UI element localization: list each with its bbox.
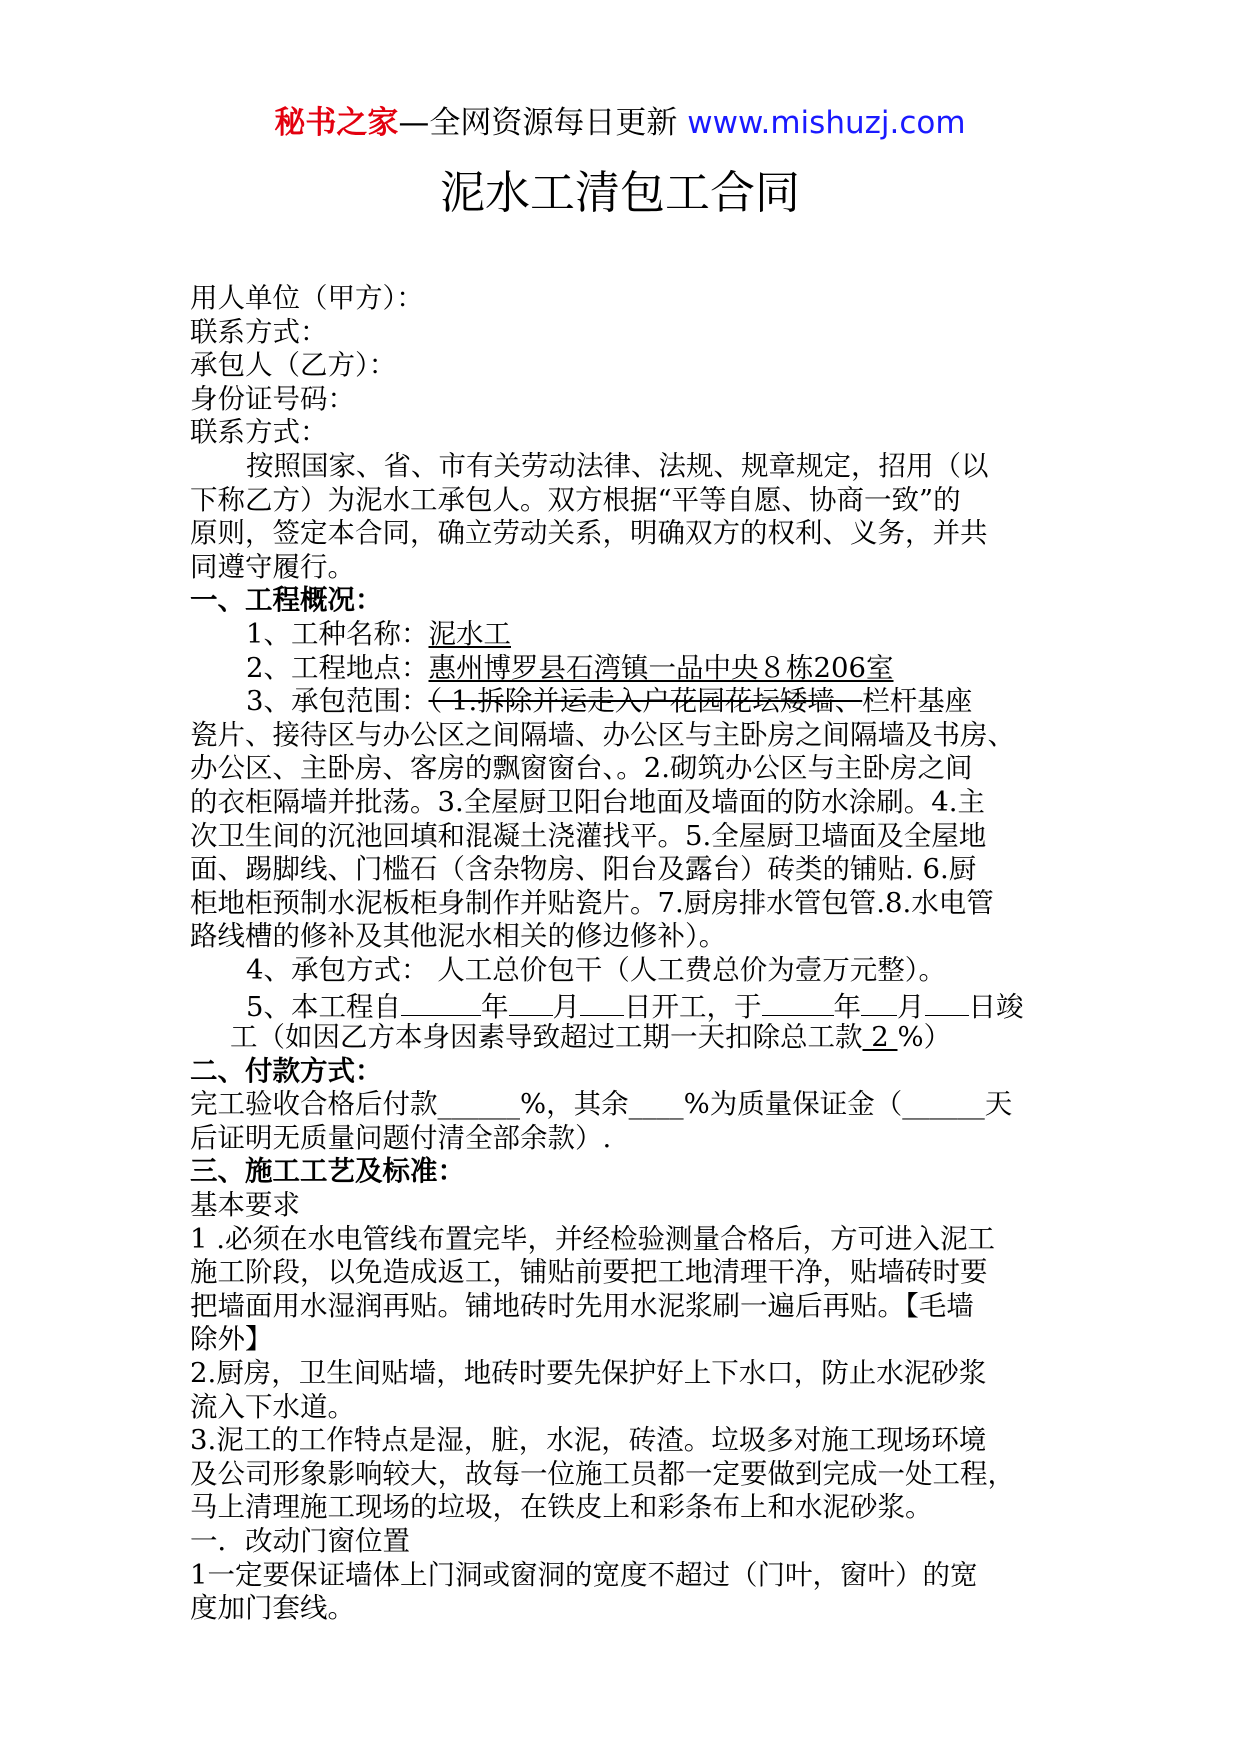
section-heading-payment: 二、付款方式：	[190, 1054, 383, 1087]
overview-item-method: 4、承包方式： 人工总价包干（人工费总价为壹万元整）。	[246, 953, 946, 986]
employer-field: 用人单位（甲方）：	[190, 282, 424, 314]
standards-line: 基本要求	[190, 1189, 300, 1222]
start-day-blank[interactable]	[580, 987, 624, 1016]
start-year-blank[interactable]	[401, 987, 481, 1016]
end-day-blank[interactable]	[925, 987, 969, 1016]
scope-line: 次卫生间的沉池回填和混凝土浇灌找平。5.全屋厨卫墙面及全屋地	[190, 819, 987, 852]
standards-line: 3.泥工的工作特点是湿，脏，水泥，砖渣。垃圾多对施工现场环境	[190, 1424, 987, 1457]
scope-text: 栏杆基座	[862, 685, 973, 718]
scope-line: 办公区、主卧房、客房的飘窗窗台、。2.砌筑办公区与主卧房之间	[190, 752, 973, 785]
location-value: 惠州博罗县石湾镇一品中央８栋206室	[428, 651, 894, 684]
trade-value: 泥水工	[428, 617, 511, 650]
year-label: 年	[481, 991, 509, 1024]
standards-line: 马上清理施工现场的垃圾，在铁皮上和彩条布上和水泥砂浆。	[190, 1491, 933, 1524]
month-label: 月	[897, 991, 925, 1024]
scope-line: 的衣柜隔墙并批荡。3.全屋厨卫阳台地面及墙面的防水涂刷。4.主	[190, 785, 985, 818]
overview-item-location	[190, 652, 1070, 686]
standards-line: 及公司形象影响较大，故每一位施工员都一定要做到完成一处工程，	[190, 1457, 1015, 1490]
schedule-text: 5、本工程自	[246, 991, 401, 1024]
contract-body	[190, 282, 1070, 1626]
intro-line: 同遵守履行。	[190, 550, 355, 583]
scope-line: 柜地柜预制水泥板柜身制作并贴瓷片。7.厨房排水管包管.8.水电管	[190, 886, 994, 919]
penalty-percent-value: 2	[862, 1021, 898, 1054]
penalty-percent-unit: %）	[897, 1021, 952, 1054]
standards-line: 把墙面用水湿润再贴。铺地砖时先用水泥浆刷一遍后再贴。【毛墙	[190, 1289, 974, 1322]
employer-contact-field: 联系方式：	[190, 315, 328, 348]
standards-line: 1 .必须在水电管线布置完毕，并经检验测量合格后，方可进入泥工	[190, 1222, 995, 1255]
location-label: 2、工程地点：	[246, 651, 429, 684]
end-month-blank[interactable]	[861, 987, 897, 1016]
overview-item-scope	[190, 685, 1070, 719]
site-header	[0, 100, 1240, 146]
section-heading-standards: 三、施工工艺及标准：	[190, 1155, 465, 1188]
standards-line: 一．改动门窗位置	[190, 1524, 410, 1557]
month-label: 月	[552, 991, 580, 1024]
contractor-contact-field: 联系方式：	[190, 416, 328, 449]
site-url-link[interactable]: www.mishuzj.com	[687, 105, 966, 141]
intro-line: 下称乙方）为泥水工承包人。双方根据“平等自愿、协商一致”的	[190, 483, 961, 516]
contractor-field: 承包人（乙方）：	[190, 349, 397, 382]
brand-name: 秘书之家	[274, 105, 399, 141]
id-number-field: 身份证号码：	[190, 382, 355, 415]
payment-line: 完工验收合格后付款______%，其余____%为质量保证金（______天	[190, 1088, 1013, 1121]
standards-line: 除外】	[190, 1323, 273, 1356]
site-slogan: —全网资源每日更新	[398, 105, 688, 141]
start-month-blank[interactable]	[509, 987, 553, 1016]
end-year-blank[interactable]	[762, 987, 834, 1016]
penalty-text: 工（如因乙方本身因素导致超过工期一天扣除总工款	[230, 1021, 863, 1054]
intro-line: 按照国家、省、市有关劳动法律、法规、规章规定，招用（以	[246, 449, 989, 482]
schedule-penalty-line	[190, 1021, 1070, 1055]
standards-line: 2.厨房，卫生间贴墙，地砖时要先保护好上下水口，防止水泥砂浆	[190, 1357, 987, 1389]
end-day-label: 日竣	[968, 991, 1024, 1024]
payment-line: 后证明无质量问题付清全部余款）.	[190, 1121, 612, 1154]
overview-item-schedule	[190, 987, 1070, 1024]
overview-item-trade	[190, 618, 1070, 652]
year-label: 年	[833, 991, 861, 1024]
scope-line: 瓷片、接待区与办公区之间隔墙、办公区与主卧房之间隔墙及书房、	[190, 718, 1015, 751]
standards-line: 施工阶段，以免造成返工，铺贴前要把工地清理干净，贴墙砖时要	[190, 1256, 988, 1289]
section-heading-overview: 一、工程概况：	[190, 584, 383, 617]
scope-line: 路线槽的修补及其他泥水相关的修边修补）。	[190, 920, 727, 953]
standards-line: 度加门套线。	[190, 1592, 355, 1625]
document-title: 泥水工清包工合同	[439, 166, 800, 219]
standards-line: 流入下水道。	[190, 1390, 355, 1423]
scope-struck-text: （ 1.拆除并运走入户花园花坛矮墙、	[428, 685, 863, 718]
intro-line: 原则，签定本合同，确立劳动关系，明确双方的权利、义务，并共	[190, 517, 988, 550]
trade-label: 1、工种名称：	[246, 617, 429, 650]
start-day-label: 日开工，于	[624, 991, 762, 1024]
standards-line: 1一定要保证墙体上门洞或窗洞的宽度不超过（门叶，窗叶）的宽	[190, 1558, 978, 1591]
scope-label: 3、承包范围：	[246, 685, 429, 718]
scope-line: 面、踢脚线、门槛石（含杂物房、阳台及露台）砖类的铺贴. 6.厨	[190, 853, 977, 886]
